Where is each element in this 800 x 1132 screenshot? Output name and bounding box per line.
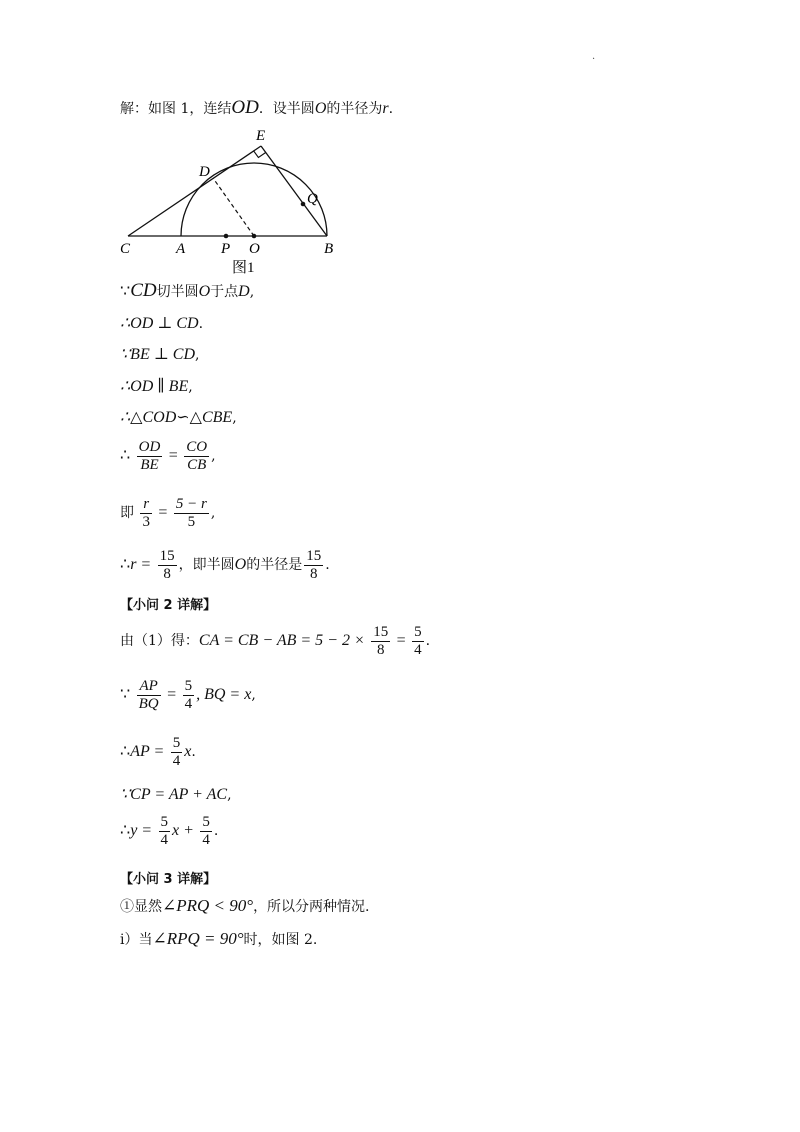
therefore-sym: ∴ (120, 447, 131, 464)
expr: CA = CB − AB = 5 − 2 × (198, 632, 365, 649)
label-a: A (176, 241, 186, 257)
point-d: D (238, 283, 250, 300)
therefore-sym: ∴ (120, 556, 131, 573)
line-end: . (198, 316, 204, 332)
line-angle-prq (120, 896, 370, 917)
lhs: r = (130, 556, 152, 573)
denominator: 3 (142, 513, 150, 530)
numerator: r (140, 496, 152, 514)
post-text: ，所以分两种情况. (253, 899, 370, 915)
line-be-perp-cd (120, 345, 199, 365)
fraction-15-8 (158, 548, 177, 583)
heading-part-3: 【小问 3 详解】 (120, 872, 217, 887)
mid-text: ，即半圆 (178, 557, 235, 573)
numerator: 5 (184, 677, 193, 694)
label-b: B (324, 241, 334, 257)
bq-eq-x: , BQ = x (196, 686, 252, 703)
therefore-sym: ∴ (120, 743, 131, 760)
figure-caption: 图1 (232, 260, 255, 276)
intro-end: . (388, 101, 394, 117)
line-end: , (195, 347, 200, 363)
line-ratio (120, 438, 216, 474)
x-plus: x + (172, 822, 194, 839)
therefore-sym: ∴ (120, 822, 131, 839)
fraction-ap-bq (137, 678, 161, 713)
expr: ∴OD ∥ BE (120, 378, 189, 395)
label-q: Q (307, 191, 318, 207)
radius-r: r (382, 100, 389, 117)
lhs: y = (130, 822, 153, 839)
line-od-perp-cd (120, 314, 203, 334)
equals: = (396, 632, 406, 649)
fraction-od-be (137, 439, 163, 474)
pre-text: ①显然 (120, 899, 162, 915)
center-o: O (234, 556, 247, 573)
because-sym: ∵ (120, 283, 131, 300)
denominator: 4 (414, 641, 422, 658)
line-end: . (425, 633, 431, 649)
label-e: E (256, 128, 266, 144)
line-ce (128, 146, 261, 236)
point-q (301, 202, 306, 207)
line-y (120, 813, 218, 849)
from-text: 由（1）得： (120, 633, 199, 649)
line-cp (120, 785, 232, 805)
numerator: AP (137, 678, 161, 696)
line-end: , (211, 448, 216, 464)
fraction-5-4-b (200, 814, 212, 849)
line-end: , (210, 505, 216, 521)
expr: ∠PRQ < 90° (162, 896, 254, 915)
line-end: , (232, 410, 237, 426)
numerator: OD (138, 438, 161, 455)
denominator: 4 (184, 695, 193, 712)
numerator: 5 (172, 734, 181, 751)
numerator: 5 − r (175, 495, 207, 512)
line-ca (120, 623, 430, 659)
fraction-5-4 (183, 678, 195, 713)
intro-suffix: 的半径为 (326, 101, 383, 117)
denominator: BE (140, 456, 159, 473)
label-p: P (221, 241, 231, 257)
line-ji (120, 495, 215, 531)
equals: = (158, 504, 168, 521)
expr: ∠RPQ = 90° (152, 929, 244, 948)
expr: ∴△COD∽△CBE (120, 409, 233, 426)
line-end: , (251, 687, 256, 703)
denominator: 4 (172, 752, 181, 769)
denominator: BQ (138, 695, 159, 712)
fraction-r-3 (140, 496, 152, 531)
denominator: 8 (376, 641, 385, 658)
post-text: 时，如图 2. (243, 932, 318, 948)
ji-text: 即 (120, 505, 134, 521)
denominator: 5 (187, 513, 196, 530)
pre-text: ⅰ）当 (120, 932, 153, 948)
corner-dot: · (592, 54, 596, 65)
label-o: O (249, 241, 260, 257)
numerator: 5 (160, 813, 169, 830)
expr: ∵CP = AP + AC (120, 786, 228, 803)
line-ap (120, 734, 196, 770)
fraction-15-8-b (304, 548, 323, 583)
segment-cd: CD (130, 280, 157, 301)
denominator: 4 (202, 831, 210, 848)
numerator: 15 (373, 623, 389, 640)
numerator: 5 (202, 813, 210, 830)
fraction-5-4 (159, 814, 171, 849)
denominator: 4 (160, 831, 169, 848)
fraction-5-4 (412, 624, 424, 659)
right-angle-mark (254, 151, 266, 158)
line-end: . (191, 744, 196, 760)
equals: = (168, 447, 178, 464)
fraction-15-8 (371, 624, 390, 659)
fraction-5-4 (171, 735, 183, 770)
line-ap-bq (120, 677, 256, 713)
mid-text2: 的半径是 (246, 557, 303, 573)
line-od-parallel-be (120, 377, 193, 397)
figure-1 (110, 122, 350, 277)
heading-part-2: 【小问 2 详解】 (120, 598, 217, 613)
solution-intro (120, 98, 393, 119)
fraction-co-cb (184, 439, 209, 474)
point-o (252, 234, 257, 239)
line-end: , (249, 284, 255, 300)
var-x: x (184, 743, 192, 760)
label-d: D (199, 164, 210, 180)
intro-mid: ．设半圆 (258, 101, 315, 117)
line-od-dashed (213, 178, 254, 236)
segment-od: OD (231, 97, 259, 118)
center-o: O (314, 100, 327, 117)
line-angle-rpq (120, 929, 317, 950)
line-end: . (325, 557, 330, 573)
expr: ∴OD ⊥ CD (120, 315, 199, 332)
numerator: CO (186, 438, 208, 455)
expr: ∵BE ⊥ CD (120, 346, 195, 363)
denominator: 8 (163, 565, 171, 582)
line-end: , (227, 787, 232, 803)
numerator: 15 (306, 547, 322, 564)
tangent-text2: 于点 (210, 284, 239, 300)
point-p (224, 234, 229, 239)
intro-text: 解：如图 1，连结 (120, 101, 232, 117)
numerator: 5 (414, 623, 422, 640)
line-similar-triangles (120, 408, 237, 428)
fraction-5mr-5 (174, 496, 209, 531)
line-end: , (188, 379, 193, 395)
lhs: AP = (130, 743, 165, 760)
line-radius-result (120, 547, 330, 583)
line-tangent (120, 281, 254, 302)
tangent-text: 切半圆 (156, 284, 199, 300)
because-sym: ∵ (120, 686, 131, 703)
numerator: 15 (159, 547, 175, 564)
line-end: . (213, 823, 219, 839)
label-c: C (120, 241, 131, 257)
denominator: 8 (309, 565, 318, 582)
equals: = (167, 686, 177, 703)
center-o: O (198, 283, 211, 300)
denominator: CB (187, 456, 207, 473)
